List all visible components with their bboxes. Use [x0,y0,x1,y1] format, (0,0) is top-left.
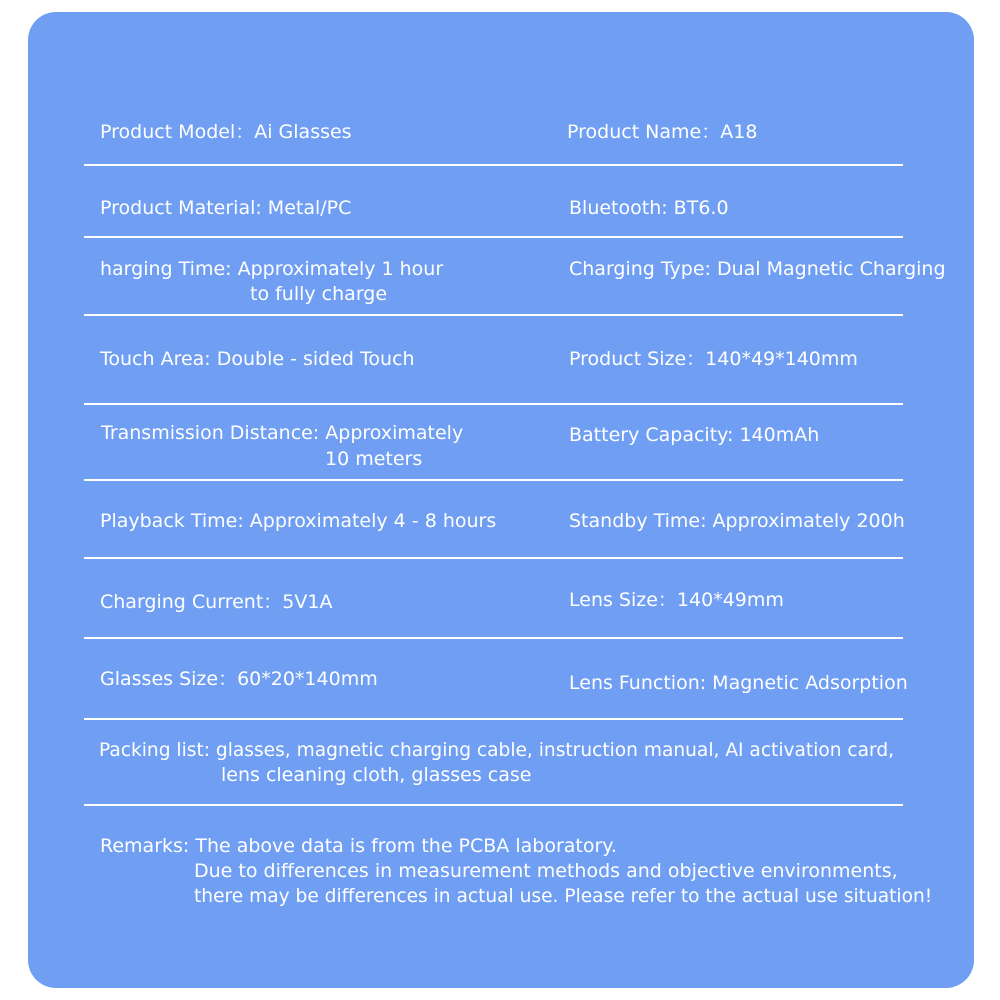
row-divider [84,403,903,405]
spec-product-material: Product Material: Metal/PC [100,197,352,219]
spec-glasses-size: Glasses Size：60*20*140mm [100,668,378,690]
spec-transmission-line1: Transmission Distance: Approximately [101,422,464,444]
row-divider [84,479,903,481]
row-divider [84,804,903,806]
spec-product-size: Product Size：140*49*140mm [569,348,858,370]
spec-product-model: Product Model：Ai Glasses [100,121,352,143]
remarks-line3: there may be differences in actual use. Please refer to the actual use situation! [194,886,933,907]
row-divider [84,637,903,639]
row-divider [84,314,903,316]
remarks-line1: Remarks: The above data is from the PCBA laboratory. [100,835,617,857]
row-divider [84,718,903,720]
spec-product-name: Product Name：A18 [567,121,758,143]
spec-charging-time-line2: to fully charge [250,283,388,305]
row-divider [84,236,903,238]
spec-transmission-line2: 10 meters [325,448,423,470]
spec-charging-type: Charging Type: Dual Magnetic Charging [569,258,946,280]
row-divider [84,164,903,166]
remarks-line2: Due to differences in measurement methods and objective environments, [194,860,898,882]
spec-lens-function: Lens Function: Magnetic Adsorption [569,672,908,694]
spec-charging-current: Charging Current：5V1A [100,591,333,613]
spec-charging-time-line1: harging Time: Approximately 1 hour [100,258,444,280]
spec-packing-list-line1: Packing list: glasses, magnetic charging cable, instruction manual, AI activation card, [99,740,895,761]
spec-packing-list-line2: lens cleaning cloth, glasses case [221,764,532,786]
spec-lens-size: Lens Size：140*49mm [569,589,784,611]
row-divider [84,557,903,559]
spec-touch-area: Touch Area: Double - sided Touch [100,348,415,370]
spec-bluetooth: Bluetooth: BT6.0 [569,197,729,219]
spec-playback-time: Playback Time: Approximately 4 - 8 hours [100,510,497,532]
spec-battery-capacity: Battery Capacity: 140mAh [569,424,820,446]
spec-standby-time: Standby Time: Approximately 200h [569,510,905,532]
